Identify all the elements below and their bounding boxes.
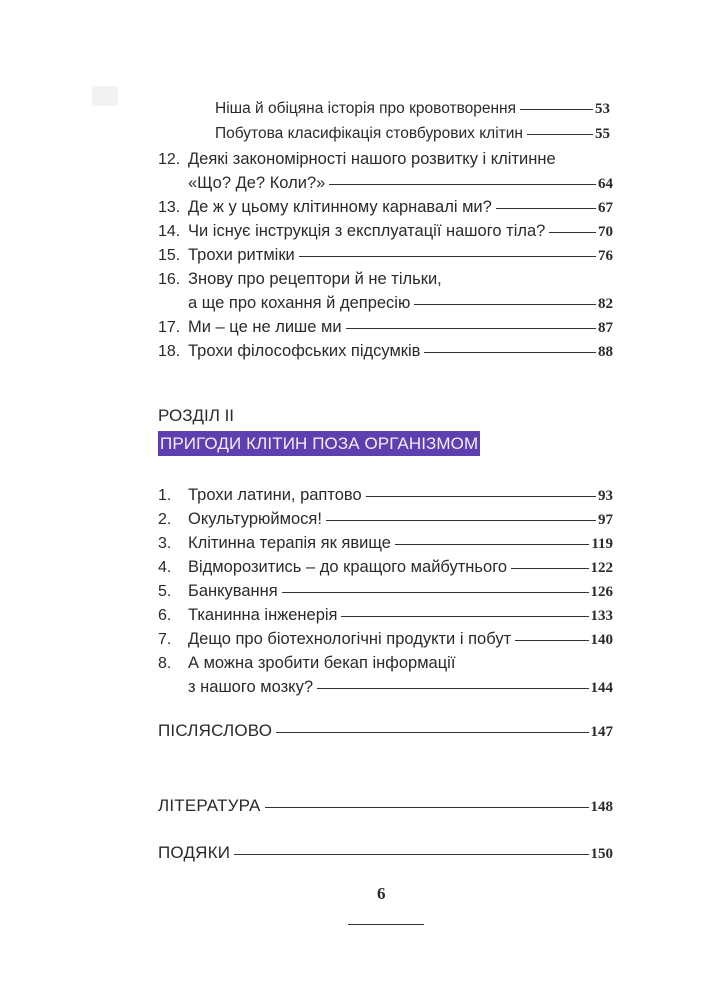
entry-page: 144 xyxy=(590,680,613,696)
toc-entry xyxy=(158,318,613,337)
entry-title: ЛІТЕРАТУРА xyxy=(158,796,261,815)
entry-page: 140 xyxy=(590,632,613,648)
entry-title: Банкування xyxy=(188,582,278,600)
toc-entry xyxy=(158,630,613,649)
entry-title: А можна зробити бекап інформації xyxy=(188,654,456,672)
entry-page: 122 xyxy=(590,560,613,576)
leader-line xyxy=(326,520,596,521)
entry-title: Ми – це не лише ми xyxy=(188,318,342,336)
entry-page: 53 xyxy=(595,101,610,117)
entry-title: Трохи філософських підсумків xyxy=(188,342,421,360)
entry-number: 8. xyxy=(158,655,172,672)
entry-page: 82 xyxy=(598,296,613,312)
entry-number: 15. xyxy=(158,247,181,264)
leader-line xyxy=(366,496,596,497)
entry-title: Трохи ритміки xyxy=(188,246,295,264)
entry-page: 148 xyxy=(590,799,613,815)
leader-line xyxy=(527,134,593,135)
leader-line xyxy=(511,568,588,569)
toc-entry xyxy=(158,654,613,673)
toc-entry xyxy=(158,342,613,361)
entry-title: ПІСЛЯСЛОВО xyxy=(158,721,273,740)
toc-entry-afterword xyxy=(158,721,613,741)
entry-number: 12. xyxy=(158,151,181,168)
leader-line xyxy=(282,592,589,593)
entry-number: 4. xyxy=(158,559,172,576)
toc-entry xyxy=(158,606,613,625)
toc-entry xyxy=(158,150,613,169)
entry-page: 133 xyxy=(590,608,613,624)
leader-line xyxy=(395,544,589,545)
entry-page: 97 xyxy=(598,512,613,528)
toc-entry xyxy=(158,198,613,217)
entry-number: 13. xyxy=(158,199,181,216)
leader-line xyxy=(329,184,596,185)
entry-title: Побутова класифікація стовбурових клітин xyxy=(215,125,523,142)
toc-entry xyxy=(215,125,610,143)
leader-line xyxy=(265,807,589,808)
section-subtitle-highlight: ПРИГОДИ КЛІТИН ПОЗА ОРГАНІЗМОМ xyxy=(158,431,480,456)
leader-line xyxy=(520,109,593,110)
leader-line xyxy=(234,854,588,855)
entry-page: 70 xyxy=(598,224,613,240)
toc-entry xyxy=(158,534,613,553)
leader-line xyxy=(276,732,588,733)
toc-entry-literature xyxy=(158,796,613,816)
entry-title: Чи існує інструкція з експлуатації нашого тіла? xyxy=(188,222,546,240)
entry-number: 2. xyxy=(158,511,172,528)
entry-page: 55 xyxy=(595,126,610,142)
toc-entry-continuation xyxy=(188,678,613,697)
entry-number: 7. xyxy=(158,631,172,648)
toc-entry xyxy=(158,222,613,241)
scan-smudge xyxy=(92,86,118,106)
toc-entry xyxy=(158,246,613,265)
entry-title: ПОДЯКИ xyxy=(158,843,231,862)
toc-entry xyxy=(158,270,613,289)
toc-entry xyxy=(158,558,613,577)
entry-page: 76 xyxy=(598,248,613,264)
entry-page: 93 xyxy=(598,488,613,504)
entry-title: Дещо про біотехнологічні продукти і побут xyxy=(188,630,512,648)
leader-line xyxy=(549,232,596,233)
leader-line xyxy=(341,616,588,617)
entry-title-line2: «Що? Де? Коли?» xyxy=(188,174,326,192)
entry-title: Клітинна терапія як явище xyxy=(188,534,391,552)
page-number-rule xyxy=(348,924,424,925)
entry-page: 87 xyxy=(598,320,613,336)
leader-line xyxy=(424,352,596,353)
entry-number: 1. xyxy=(158,487,172,504)
entry-title: Деякі закономірності нашого розвитку і клітинне xyxy=(188,150,556,168)
entry-title: Ніша й обіцяна історія про кровотворення xyxy=(215,100,517,117)
toc-entry xyxy=(158,510,613,529)
leader-line xyxy=(414,304,596,305)
entry-page: 64 xyxy=(598,176,613,192)
entry-number: 17. xyxy=(158,319,181,336)
entry-page: 88 xyxy=(598,344,613,360)
entry-number: 5. xyxy=(158,583,172,600)
entry-title: Відморозитись – до кращого майбутнього xyxy=(188,558,508,576)
toc-entry-continuation xyxy=(188,174,613,193)
entry-page: 67 xyxy=(598,200,613,216)
entry-title: Трохи латини, раптово xyxy=(188,486,362,504)
toc-entry xyxy=(215,100,610,118)
toc-entry xyxy=(158,582,613,601)
entry-number: 6. xyxy=(158,607,172,624)
entry-title-line2: а ще про кохання й депресію xyxy=(188,294,411,312)
leader-line xyxy=(515,640,588,641)
entry-page: 126 xyxy=(590,584,613,600)
entry-number: 18. xyxy=(158,343,181,360)
entry-number: 16. xyxy=(158,271,181,288)
leader-line xyxy=(496,208,596,209)
entry-page: 119 xyxy=(591,536,613,552)
leader-line xyxy=(317,688,589,689)
entry-title: Знову про рецептори й не тільки, xyxy=(188,270,442,288)
leader-line xyxy=(346,328,596,329)
entry-number: 14. xyxy=(158,223,181,240)
leader-line xyxy=(299,256,596,257)
entry-title: Тканинна інженерія xyxy=(188,606,338,624)
entry-title: Де ж у цьому клітинному карнавалі ми? xyxy=(188,198,492,216)
page-number: 6 xyxy=(377,884,386,903)
entry-number: 3. xyxy=(158,535,172,552)
entry-page: 147 xyxy=(590,724,613,740)
toc-entry xyxy=(158,486,613,505)
section-title: РОЗДІЛ ІІ xyxy=(158,406,235,425)
entry-title-line2: з нашого мозку? xyxy=(188,678,313,696)
toc-entry-continuation xyxy=(188,294,613,313)
entry-page: 150 xyxy=(590,846,613,862)
entry-title: Окультурюймося! xyxy=(188,510,322,528)
toc-entry-acknowledgements xyxy=(158,843,613,863)
